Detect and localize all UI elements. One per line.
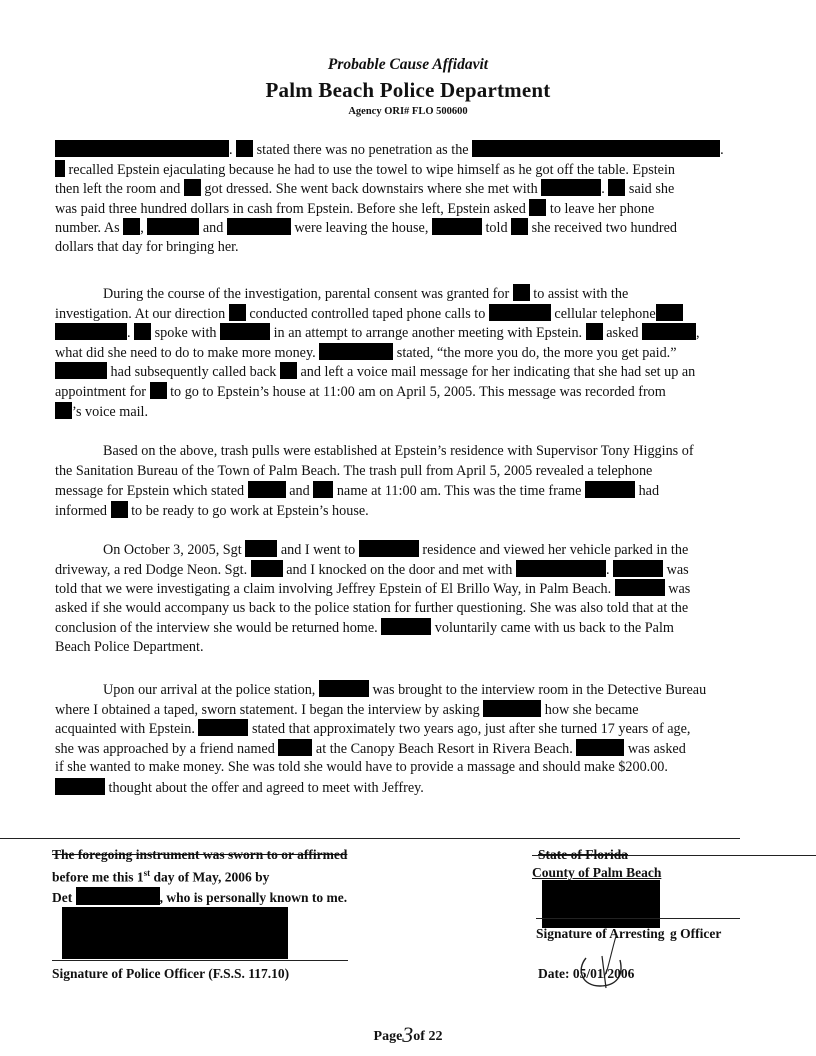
text: to be ready to go work at Epstein’s house. (127, 502, 369, 519)
redaction (55, 362, 107, 379)
redaction (278, 739, 312, 756)
text: . (720, 142, 724, 158)
text: dollars that day for bringing her. (55, 238, 239, 255)
officer-signature-redaction (62, 907, 288, 959)
text: got dressed. She went back downstairs where she met with (200, 181, 542, 198)
redaction (516, 560, 606, 577)
redaction (245, 540, 277, 557)
redaction (585, 481, 635, 498)
redaction (220, 323, 270, 340)
text: name at 11:00 am. This was the time frame (333, 483, 586, 500)
text: , (140, 220, 148, 237)
paragraph-4 (55, 540, 781, 658)
officer-signature-label: Signature of Police Officer (F.S.S. 117.10) (52, 966, 290, 981)
redaction (432, 218, 482, 235)
redaction (150, 382, 167, 399)
redaction (489, 304, 551, 321)
redaction (319, 343, 393, 360)
county-label: County of Palm Beach (532, 865, 662, 880)
sworn-line-2 (52, 864, 412, 887)
text: where I obtained a taped, sworn statement. I began the interview by asking (55, 701, 484, 718)
text: message for Epstein which stated (55, 483, 248, 500)
arresting-signature-line (536, 918, 740, 919)
text: then left the room and (55, 181, 184, 198)
page-number (0, 1022, 816, 1048)
text: stated there was no penetration as the (253, 142, 473, 158)
text: stated that approximately two years ago, just after she turned 17 years of age, (248, 721, 691, 738)
text: st (143, 868, 151, 878)
text: . (601, 181, 609, 198)
text: , (696, 325, 700, 342)
text: said she (625, 181, 675, 198)
text: to go to Epstein’s house at 11:00 am on April 5, 2005. This message was recorded from (166, 383, 666, 400)
text: Signature of Arresting (536, 926, 665, 941)
redaction (123, 218, 140, 235)
text: conducted controlled taped phone calls to (245, 305, 489, 322)
text: Upon our arrival at the police station, (103, 682, 319, 698)
text: was asked (624, 740, 686, 757)
text: driveway, a red Dodge Neon. Sgt. (55, 561, 251, 578)
text: thought about the offer and agreed to meet with Jeffrey. (105, 779, 424, 796)
text: On October 3, 2005, Sgt (103, 542, 246, 558)
redaction (586, 323, 603, 340)
department-title: Palm Beach Police Department (265, 78, 551, 102)
redaction (236, 140, 253, 157)
paragraph-2 (55, 284, 781, 421)
arresting-signature-redaction (542, 880, 660, 928)
text: had (635, 483, 660, 500)
text: told that we were investigating a claim involving Jeffrey Epstein of El Brillo Way, in Palm Beach. (55, 581, 615, 598)
text: of 22 (413, 1029, 443, 1044)
redaction (319, 680, 369, 697)
paragraph-1 (55, 140, 781, 258)
sworn-statement (52, 845, 412, 907)
redaction (541, 179, 601, 196)
text: . (229, 142, 237, 158)
redaction (134, 323, 151, 340)
redaction (227, 218, 291, 235)
redaction (55, 778, 105, 795)
redaction (608, 179, 625, 196)
redaction (656, 304, 683, 321)
paragraph-5 (55, 680, 781, 798)
redaction (483, 700, 541, 717)
document-subtitle: Probable Cause Affidavit (327, 56, 489, 73)
footer-rule (0, 838, 740, 839)
text: in an attempt to arrange another meeting with Epstein. (270, 325, 586, 342)
redaction (359, 540, 419, 557)
text: , who is personally known to me. (159, 889, 348, 905)
text: Based on the above, trash pulls were established at Epstein’s residence with Supervisor Tony Higgins of (103, 443, 694, 459)
text: Det (52, 889, 76, 905)
redaction (55, 140, 229, 157)
redaction (280, 362, 297, 379)
sworn-line-3 (52, 887, 412, 907)
text: conclusion of the interview she would be returned home. (55, 620, 382, 637)
text: acquainted with Epstein. (55, 721, 199, 738)
text: and left a voice mail message for her indicating that she had set up an (296, 364, 696, 381)
text: During the course of the investigation, parental consent was granted for (103, 286, 513, 302)
text: informed (55, 502, 111, 519)
text: she received two hundred (528, 220, 678, 237)
text: the Sanitation Bureau of the Town of Palm Beach. The trash pull from April 5, 2005 revealed a telephone (55, 462, 653, 479)
date-field (538, 964, 634, 983)
text: Beach Police Department. (55, 638, 204, 655)
state-label: State of Florida (538, 847, 628, 862)
redaction (381, 618, 431, 635)
text: day of May, 2006 by (150, 869, 270, 885)
text: before me this 1 (52, 869, 144, 885)
date-label: Date: (538, 966, 573, 981)
text: g Officer (670, 926, 722, 941)
redaction (513, 284, 530, 301)
text: and I went to (277, 542, 359, 558)
redaction (55, 402, 72, 419)
text: investigation. At our direction (55, 305, 229, 322)
text: voluntarily came with us back to the Palm (431, 620, 674, 637)
text: was brought to the interview room in the Detective Bureau (368, 682, 707, 698)
redaction (55, 323, 127, 340)
redaction (76, 887, 160, 905)
text: asked (602, 325, 643, 342)
text: residence and viewed her vehicle parked in the (418, 542, 689, 558)
text: how she became (541, 701, 639, 718)
agency-ori: Agency ORI# FLO 500600 (348, 106, 468, 117)
text: spoke with (151, 325, 221, 342)
redaction (184, 179, 201, 196)
redaction (111, 501, 128, 518)
sworn-line-1: The foregoing instrument was sworn to or affirmed (52, 847, 348, 862)
redaction (147, 218, 199, 235)
text: to leave her phone (546, 200, 655, 217)
text: told (481, 220, 512, 237)
text: 3 (402, 1022, 414, 1047)
text: were leaving the house, (290, 220, 432, 237)
text: . (605, 561, 614, 578)
redaction (55, 160, 65, 177)
text: had subsequently called back (107, 364, 280, 381)
text: and (199, 220, 227, 237)
redaction (198, 719, 248, 736)
paragraph-3 (55, 442, 781, 520)
redaction (229, 304, 246, 321)
redaction (472, 140, 720, 157)
redaction (615, 579, 665, 596)
redaction (251, 560, 283, 577)
text: cellular telephone (550, 305, 656, 322)
text: was (663, 561, 689, 578)
text: if she wanted to make money. She was told she would have to provide a massage and should make $200.00. (55, 759, 668, 776)
text: and I knocked on the door and met with (282, 561, 516, 578)
text: Page (373, 1029, 403, 1044)
text: recalled Epstein ejaculating because he had to use the towel to wipe himself as he got off the table. Epstein (65, 161, 675, 178)
text: was paid three hundred dollars in cash from Epstein. Before she left, Epstein asked (55, 200, 530, 217)
text: ’s voice mail. (72, 403, 149, 420)
text: appointment for (55, 383, 150, 400)
redaction (613, 560, 663, 577)
date-value: 05/01/2006 (572, 966, 635, 981)
redaction (248, 481, 286, 498)
text: and (285, 483, 314, 500)
redaction (511, 218, 528, 235)
text: asked if she would accompany us back to the police station for further questioning. She was also told that at the (55, 599, 689, 616)
text: to assist with the (529, 286, 629, 302)
text: what did she need to do to make more money. (55, 344, 320, 361)
redaction (529, 199, 546, 216)
text: at the Canopy Beach Resort in Rivera Beach. (312, 740, 577, 757)
text: was (664, 581, 691, 598)
text: stated, “the more you do, the more you get paid.” (393, 344, 677, 361)
text: . (127, 325, 135, 342)
signature-line (52, 960, 348, 961)
redaction (576, 739, 624, 756)
redaction (313, 481, 333, 498)
text: she was approached by a friend named (55, 740, 279, 757)
redaction (642, 323, 696, 340)
text: number. As (55, 220, 124, 237)
